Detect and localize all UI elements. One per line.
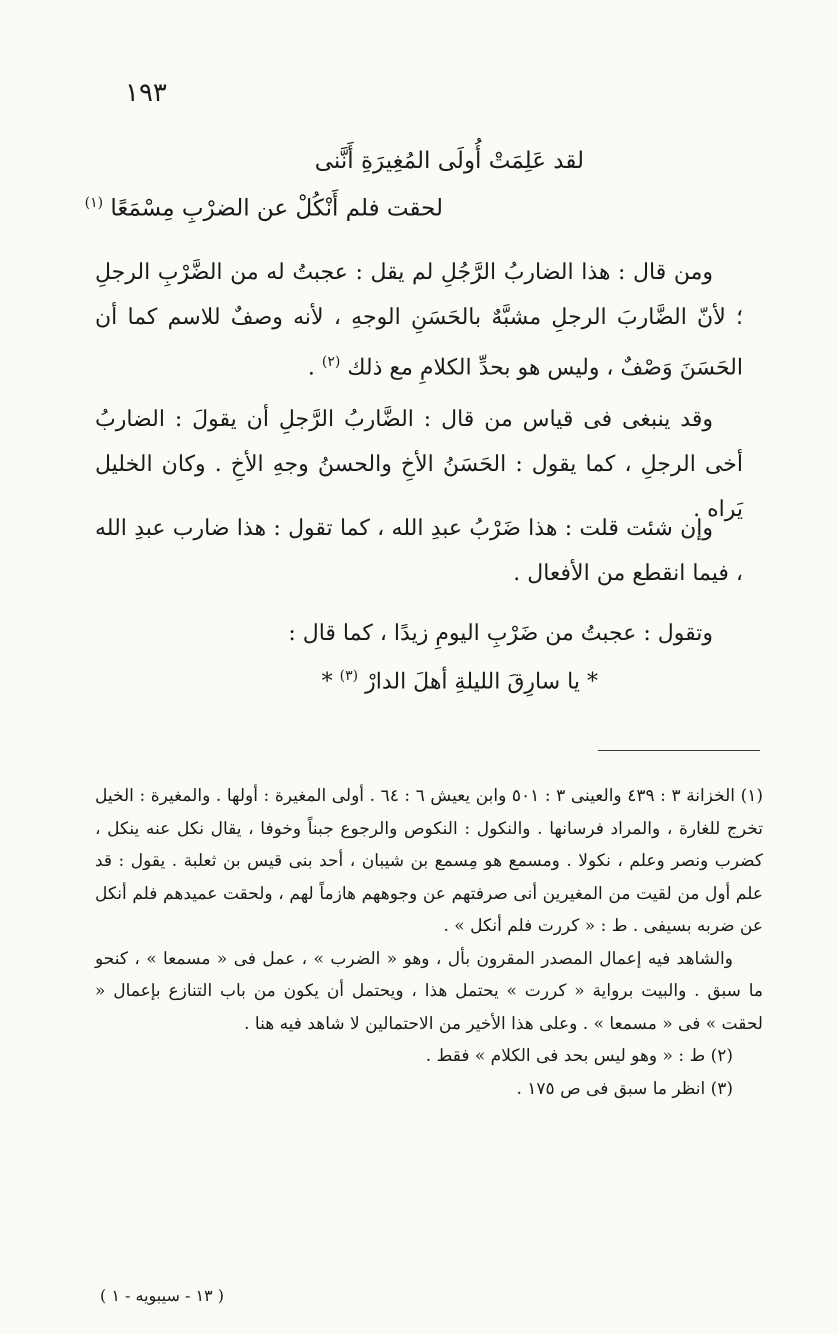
quoted-verse-end: *	[321, 669, 340, 695]
footnote-ref-1: (١)	[84, 195, 104, 211]
paragraph-4-text: وتقول : عجبتُ من ضَرْبِ اليومِ زيدًا ، كما قال :	[288, 621, 713, 646]
paragraph-1-end: .	[307, 355, 322, 381]
footnote-3: (٣) انظر ما سبق فى ص ١٧٥ .	[516, 1078, 733, 1099]
paragraph-2-text: وقد ينبغى فى قياس من قال : الضَّاربُ الرَّجلِ أن يقولَ : الضاربُ أخى الرجلِ ، كما يقول : الحَسَنُ الأخِ والحسنُ وجهِ الأخِ . وكان الخليل يَراه .	[95, 407, 743, 522]
paragraph-3	[95, 506, 743, 596]
footnotes	[95, 780, 763, 1105]
footnote-1-continuation: والشاهد فيه إعمال المصدر المقرون بأل ، وهو « الضرب » ، عمل فى « مسمعا » ، كنحو ما سبق . والبيت برواية « كررت » يحتمل هذا ، ويحتمل أن يكون من باب التنازع بإعمال « لحقت » فى « مسمعا » . وعلى هذا الأخير من الاحتمالين لا شاهد فيه هنا .	[95, 948, 763, 1034]
verse-line-1: لقد عَلِمَتْ أُولَى المُغِيرَةِ أَنَّنى	[314, 148, 584, 174]
quoted-verse-text: * يا سارِقَ الليلةِ أهلَ الدارْ	[365, 669, 598, 695]
footnote-2: (٢) ط : « وهو ليس بحد فى الكلام » فقط .	[425, 1046, 733, 1066]
verse-line-2: لحقت فلم أَنْكُلْ عن الضرْبِ مِسْمَعًا	[110, 195, 443, 222]
paragraph-3-text: وإن شئت قلت : هذا ضَرْبُ عبدِ الله ، كما تقول : هذا ضارب عبدِ الله ، فيما انقطع من الأفعال .	[95, 516, 743, 586]
footnote-ref-3: (٣)	[339, 668, 359, 684]
footnote-separator	[598, 750, 760, 751]
paragraph-4	[95, 611, 743, 656]
signature-mark: ( ١٣ - سيبويه - ١ )	[100, 1286, 224, 1305]
footnote-ref-2: (٢)	[321, 354, 341, 370]
quoted-verse	[322, 668, 598, 694]
verse-first-hemistich	[315, 148, 584, 174]
footnote-1: (١) الخزانة ٣ : ٤٣٩ والعينى ٣ : ٥٠١ وابن يعيش ٦ : ٦٤ . أولى المغيرة : أولها . والمغيرة : الخيل تخرج للغارة ، والمراد فرسانها . والنكول : النكوص والرجوع جبناً وخوفا ، يقال نكل عنه ينكل ، كضرب ونصر وعلم ، نكولا . ومسمع هو مِسمع بن شيبان ، أحد بنى قيس بن ثعلبة . يقول : قد علم أول من لقيت من المغيرين أنى صرفتهم عن وجوههم هازماً لهم ، ولحقت عميدهم فلم أنكل عن ضربه بسيفى . ط : « كررت فلم أنكل » .	[95, 786, 763, 936]
paragraph-1	[95, 250, 743, 390]
paragraph-1-text: ومن قال : هذا الضاربُ الرَّجُلِ لم يقل : عجبتُ له من الضَّرْبِ الرجلِ ؛ لأنّ الضَّاربَ الرجلِ مشبَّهٌ بالحَسَنِ الوجهِ ، لأنه وصفٌ للاسم كما أن الحَسَنَ وَصْفٌ ، وليس هو بحدِّ الكلامِ مع ذلك	[95, 260, 743, 381]
page-number: ١٩٣	[125, 78, 167, 108]
verse-second-hemistich	[85, 195, 443, 222]
